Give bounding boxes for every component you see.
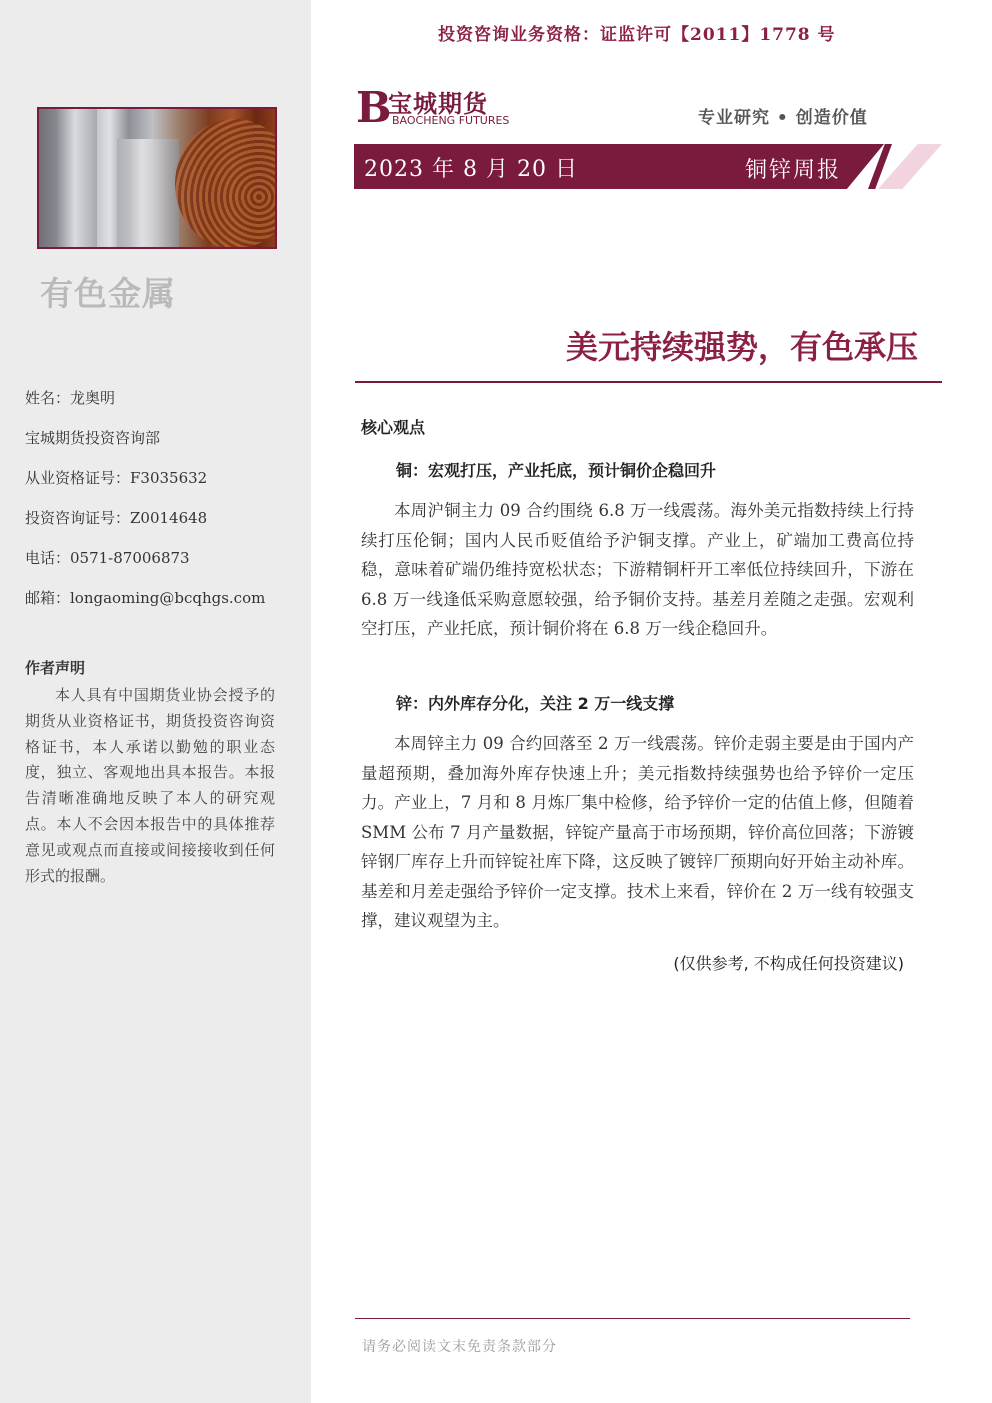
page-title: 美元持续强势，有色承压 [565,328,918,366]
copper-paragraph: 本周沪铜主力 09 合约围绕 6.8 万一线震荡。海外美元指数持续上行持续打压伦铜；国内人民币贬值给予沪铜支撑。产业上，矿端加工费高位持稳，意味着矿端仍维持宽松状态；下游精铜杆开工率低位持续回升，下游在 6.8 万一线逢低采购意愿较强，给予铜价支持。基差月差随之走强。宏观利空打压，产业托底，预计铜价将在 6.8 万一线企稳回升。 [361,501,914,638]
zinc-heading: 锌：内外库存分化，关注 2 万一线支撑 [396,694,675,713]
logo-chinese-name: 宝城期货 [388,90,488,118]
author-name: 姓名：龙奥明 [25,389,116,407]
copper-coil-graphic [175,119,277,249]
author-qualification-id: 从业资格证号：F3035632 [25,469,208,487]
author-department: 宝城期货投资咨询部 [25,429,161,447]
slogan: 专业研究 • 创造价值 [698,108,868,128]
author-info [25,378,295,618]
category-label: 有色金属 [40,274,176,313]
disclaimer: (仅供参考, 不构成任何投资建议) [673,954,904,973]
cover-photo [37,107,277,249]
metal-cylinder-graphic [57,109,97,249]
report-type: 铜锌周报 [745,158,842,183]
company-logo [356,83,526,132]
license-text: 投资咨询业务资格：证监许可【2011】1778 号 [438,25,836,45]
copper-heading: 铜：宏观打压，产业托底，预计铜价企稳回升 [396,461,717,480]
declaration-title: 作者声明 [25,659,86,677]
logo-mark-icon: B [356,83,392,132]
sidebar [0,0,311,1403]
footer-note: 请务必阅读文末免责条款部分 [362,1339,557,1355]
zinc-paragraph: 本周锌主力 09 合约回落至 2 万一线震荡。锌价走弱主要是由于国内产量超预期，叠加海外库存快速上升；美元指数持续强势也给予锌价一定压力。产业上，7 月和 8 月炼厂集中检修，给予锌价一定的估值上修，但随着 SMM 公布 7 月产量数据，锌锭产量高于市场预期，锌价高位回落；下游镀锌钢厂库存上升而锌锭社库下降，这反映了镀锌厂预期向好开始主动补库。基差和月差走强给予锌价一定支撑。技术上来看，锌价在 2 万一线有较强支撑，建议观望为主。 [361,734,914,930]
title-divider [355,381,942,383]
report-date: 2023 年 8 月 20 日 [364,157,578,182]
metal-cylinder-graphic [117,139,179,249]
author-email: 邮箱：longaoming@bcqhgs.com [25,589,266,607]
logo-english-name: BAOCHENG FUTURES [392,114,510,127]
declaration-text: 本人具有中国期货业协会授予的期货从业资格证书，期货投资咨询资格证书，本人承诺以勤勉的职业态度，独立、客观地出具本报告。本报告清晰准确地反映了本人的研究观点。本人不会因本报告中的具体推荐意见或观点而直接或间接接收到任何形式的报酬。 [25,686,275,885]
author-phone: 电话：0571-87006873 [25,549,190,567]
author-consulting-id: 投资咨询证号：Z0014648 [25,509,208,527]
footer-divider [355,1318,910,1319]
section-heading: 核心观点 [361,418,426,437]
